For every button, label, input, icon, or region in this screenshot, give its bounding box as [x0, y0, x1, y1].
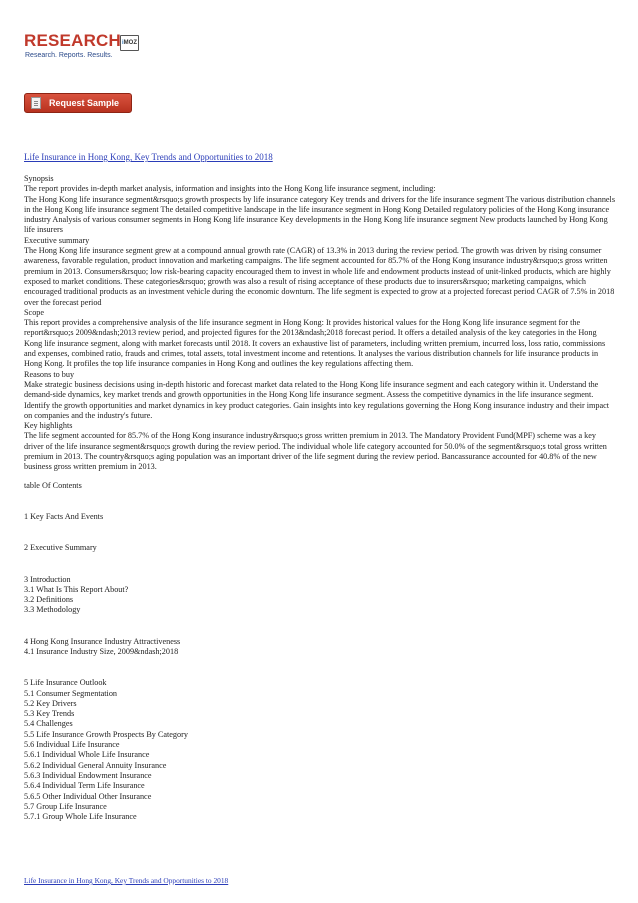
request-sample-button[interactable]	[24, 93, 132, 113]
toc-heading: table Of Contents	[24, 480, 82, 490]
scope-text: This report provides a comprehensive analysis of the life insurance segment in Hong Kong: It provides historical values for the Hong Kong life insurance segment for the report&rsquo;s 2009&ndash;2013 review period, and projected figures for the 2013&ndash;2018 forecast period. It offers a detailed analysis of the key categories in the Hong Kong life insurance segment, along with market forecasts until 2018. It covers an exhaustive list of parameters, including written premium, incurred loss, loss ratio, commissions and expenses, combined ratio, frauds and crimes, total assets, total investment income and retentions. It analyses the various distribution channels for life insurance products in Hong Kong. It profiles the top life insurance companies in Hong Kong and outlines the key regulations affecting them.	[24, 318, 606, 369]
highlights-heading: Key highlights	[24, 421, 73, 431]
toc-item: 5.7 Group Life Insurance	[24, 801, 107, 811]
toc-item: 3.2 Definitions	[24, 595, 74, 605]
toc-item: 4.1 Insurance Industry Size, 2009&ndash;2018	[24, 646, 179, 656]
toc-item: 3 Introduction	[24, 574, 71, 584]
toc-item: 5.6.5 Other Individual Other Insurance	[24, 791, 152, 801]
toc-item: 5.6.1 Individual Whole Life Insurance	[24, 750, 150, 760]
toc-item: 5.5 Life Insurance Growth Prospects By Category	[24, 729, 188, 739]
researchmoz-logo[interactable]	[24, 31, 137, 66]
toc-item: 5.6.4 Individual Term Life Insurance	[24, 781, 145, 791]
toc-item: 5.2 Key Drivers	[24, 698, 77, 708]
highlights-text: The life segment accounted for 85.7% of the Hong Kong insurance industry&rsquo;s gross written premium in 2013. The Mandatory Provident Fund(MPF) scheme was a key driver of the life insurance segment&rsquo;s growth during the review period. The individual whole life category accounted for 50.0% of the segment&rsquo;s total gross written premium in 2013. The country&rsquo;s aging population was an important driver of the life segment during the review period. Bancassurance accounted for 40.8% of the new business gross written premium in 2013.	[24, 431, 607, 472]
toc-item: 3.1 What Is This Report About?	[24, 584, 129, 594]
synopsis-heading: Synopsis	[24, 174, 54, 183]
synopsis-intro: The report provides in-depth market analysis, information and insights into the Hong Kong life insurance segment, including:	[24, 184, 436, 194]
scope-heading: Scope	[24, 307, 45, 317]
toc-item: 3.3 Methodology	[24, 605, 81, 615]
table-of-contents	[24, 491, 616, 823]
report-title-link[interactable]: Life Insurance in Hong Kong, Key Trends and Opportunities to 2018	[24, 152, 273, 162]
request-sample-label: Request Sample	[49, 98, 120, 108]
logo-wordmark: RESEARCH	[24, 31, 122, 50]
toc-item: 5.6.2 Individual General Annuity Insurance	[24, 760, 167, 770]
reasons-heading: Reasons to buy	[24, 369, 75, 379]
report-content	[24, 174, 616, 822]
reasons-text: Make strategic business decisions using in-depth historic and forecast market data related to the Hong Kong life insurance segment and each category within it. Understand the demand-side dynamics, key market trends and growth opportunities in the Hong Kong life insurance segment. Assess the competitive dynamics in the life insurance segment. Identify the growth opportunities and market dynamics in key product categories. Gain insights into key regulations governing the Hong Kong insurance industry and their impact on companies and the industry's future.	[24, 379, 610, 420]
document-icon	[31, 97, 41, 109]
logo-tagline: Research. Reports. Results.	[25, 52, 113, 59]
toc-item: 5.4 Challenges	[24, 719, 73, 729]
toc-item: 5.3 Key Trends	[24, 709, 75, 719]
toc-item: 4 Hong Kong Insurance Industry Attractiveness	[24, 636, 181, 646]
footer-title-link[interactable]: Life Insurance in Hong Kong, Key Trends and Opportunities to 2018	[24, 876, 229, 885]
toc-item: 5 Life Insurance Outlook	[24, 678, 107, 688]
toc-item: 2 Executive Summary	[24, 543, 97, 553]
executive-summary-text: The Hong Kong life insurance segment grew at a compound annual growth rate (CAGR) of 13.3% in 2013 during the review period. The growth was driven by rising consumer awareness, favorable regulation, product innovation and marketing campaigns. The life segment accounted for 85.7% of the Hong Kong insurance industry&rsquo;s gross written premium in 2013. Consumers&rsquo; low risk-bearing capacity encouraged them to invest in whole life and endowment products instead of unit-linked products, which are highly exposed to market conditions. These categories&rsquo; growth was also a result of rising acceptance of these products due to insurers&rsquo; marketing campaigns, which encouraged traditional products as an investment vehicle during the economic downturn. The life segment is expected to grow at a projected forecast period CAGR of 7.5% in 2018 over the forecast period	[24, 246, 615, 307]
toc-item: 5.6.3 Individual Endowment Insurance	[24, 770, 152, 780]
toc-item: 5.6 Individual Life Insurance	[24, 740, 120, 750]
toc-item: 5.7.1 Group Whole Life Insurance	[24, 812, 137, 822]
toc-item: 5.1 Consumer Segmentation	[24, 688, 118, 698]
moz-badge: iMOZ	[120, 35, 139, 51]
toc-item: 1 Key Facts And Events	[24, 511, 104, 521]
executive-summary-heading: Executive summary	[24, 235, 90, 245]
synopsis-points: The Hong Kong life insurance segment&rsquo;s growth prospects by life insurance category Key trends and drivers for the life insurance segment The various distribution channels in the Hong Kong life insurance segment The detailed competitive landscape in the life insurance segment in Hong Kong Detailed regulatory policies of the Hong Kong insurance industry Analysis of various consumer segments in Hong Kong life insurance Key developments in the Hong Kong life insurance segment New products launched by Hong Kong life insurers	[24, 194, 616, 235]
